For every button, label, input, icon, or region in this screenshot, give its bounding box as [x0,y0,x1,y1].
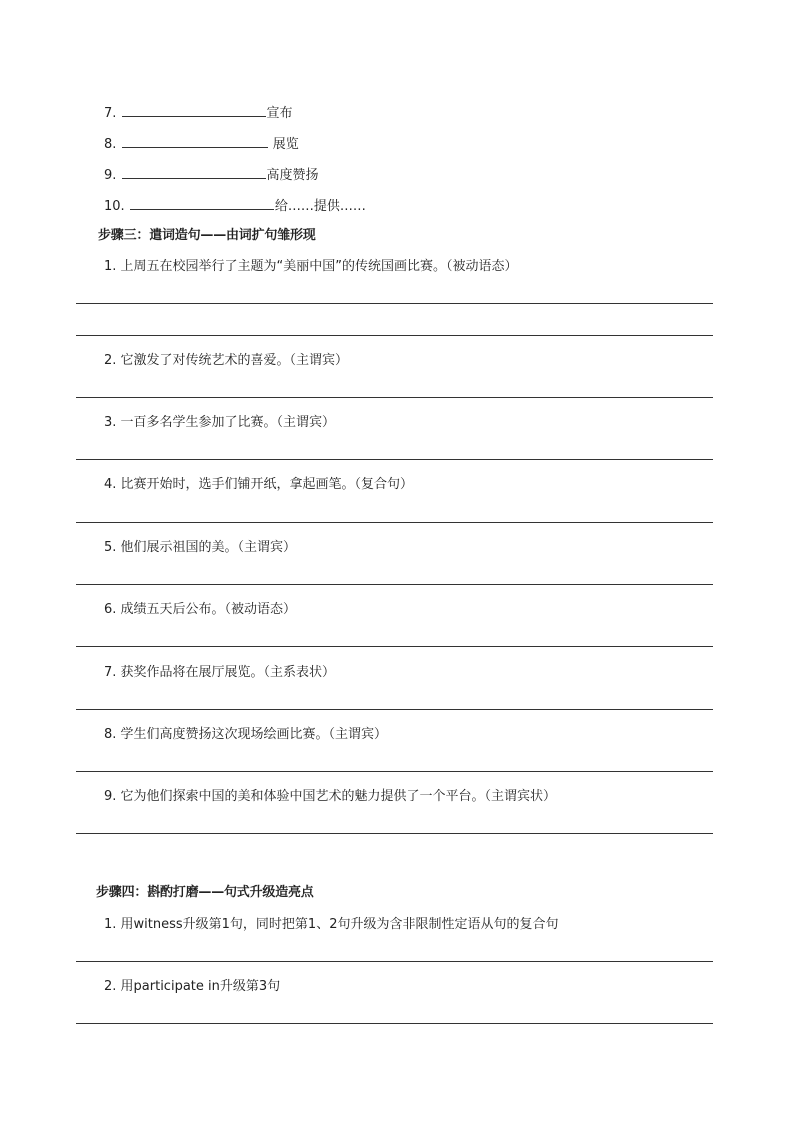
vocab-word: 高度赞扬 [266,168,319,183]
answer-line[interactable] [76,584,713,585]
step3-question-9: 9. 它为他们探索中国的美和体验中国艺术的魅力提供了一个平台。（主谓宾状） [104,789,557,804]
step3-question-2: 2. 它激发了对传统艺术的喜爱。（主谓宾） [104,353,349,368]
vocab-number: 7. [104,106,117,121]
vocab-number: 8. [104,137,117,152]
step3-question-8: 8. 学生们高度赞扬这次现场绘画比赛。（主谓宾） [104,727,388,742]
answer-line[interactable] [76,646,713,647]
step3-question-5: 5. 他们展示祖国的美。（主谓宾） [104,540,297,555]
answer-line[interactable] [76,961,713,962]
step3-question-7: 7. 获奖作品将在展厅展览。（主系表状） [104,665,336,680]
answer-blank[interactable] [122,134,268,148]
vocab-word: 宣布 [266,106,293,121]
answer-blank[interactable] [122,165,266,179]
answer-blank[interactable] [122,103,266,117]
answer-blank[interactable] [130,196,274,210]
vocab-word: 展览 [272,137,299,152]
answer-line[interactable] [76,335,713,336]
vocab-number: 9. [104,168,117,183]
answer-line[interactable] [76,709,713,710]
vocab-item-7 [104,103,293,122]
step3-question-3: 3. 一百多名学生参加了比赛。（主谓宾） [104,415,336,430]
answer-line[interactable] [76,1023,713,1024]
answer-line[interactable] [76,833,713,834]
step3-heading: 步骤三：遣词造句——由词扩句雏形现 [98,228,316,243]
vocab-number: 10. [104,199,125,214]
step4-heading: 步骤四：斟酌打磨——句式升级造亮点 [96,885,314,900]
step3-question-4: 4. 比赛开始时，选手们铺开纸，拿起画笔。（复合句） [104,477,414,492]
answer-line[interactable] [76,522,713,523]
step4-question-2: 2. 用participate in升级第3句 [104,979,281,994]
step3-question-1: 1. 上周五在校园举行了主题为“美丽中国”的传统国画比赛。（被动语态） [104,259,518,274]
vocab-item-10 [104,196,366,215]
step4-question-1: 1. 用witness升级第1句，同时把第1、2句升级为含非限制性定语从句的复合句 [104,917,559,932]
answer-line[interactable] [76,303,713,304]
answer-line[interactable] [76,771,713,772]
answer-line[interactable] [76,459,713,460]
answer-line[interactable] [76,397,713,398]
vocab-item-8 [104,134,299,153]
vocab-item-9 [104,165,319,184]
step3-question-6: 6. 成绩五天后公布。（被动语态） [104,602,297,617]
vocab-word: 给……提供…… [274,199,366,214]
